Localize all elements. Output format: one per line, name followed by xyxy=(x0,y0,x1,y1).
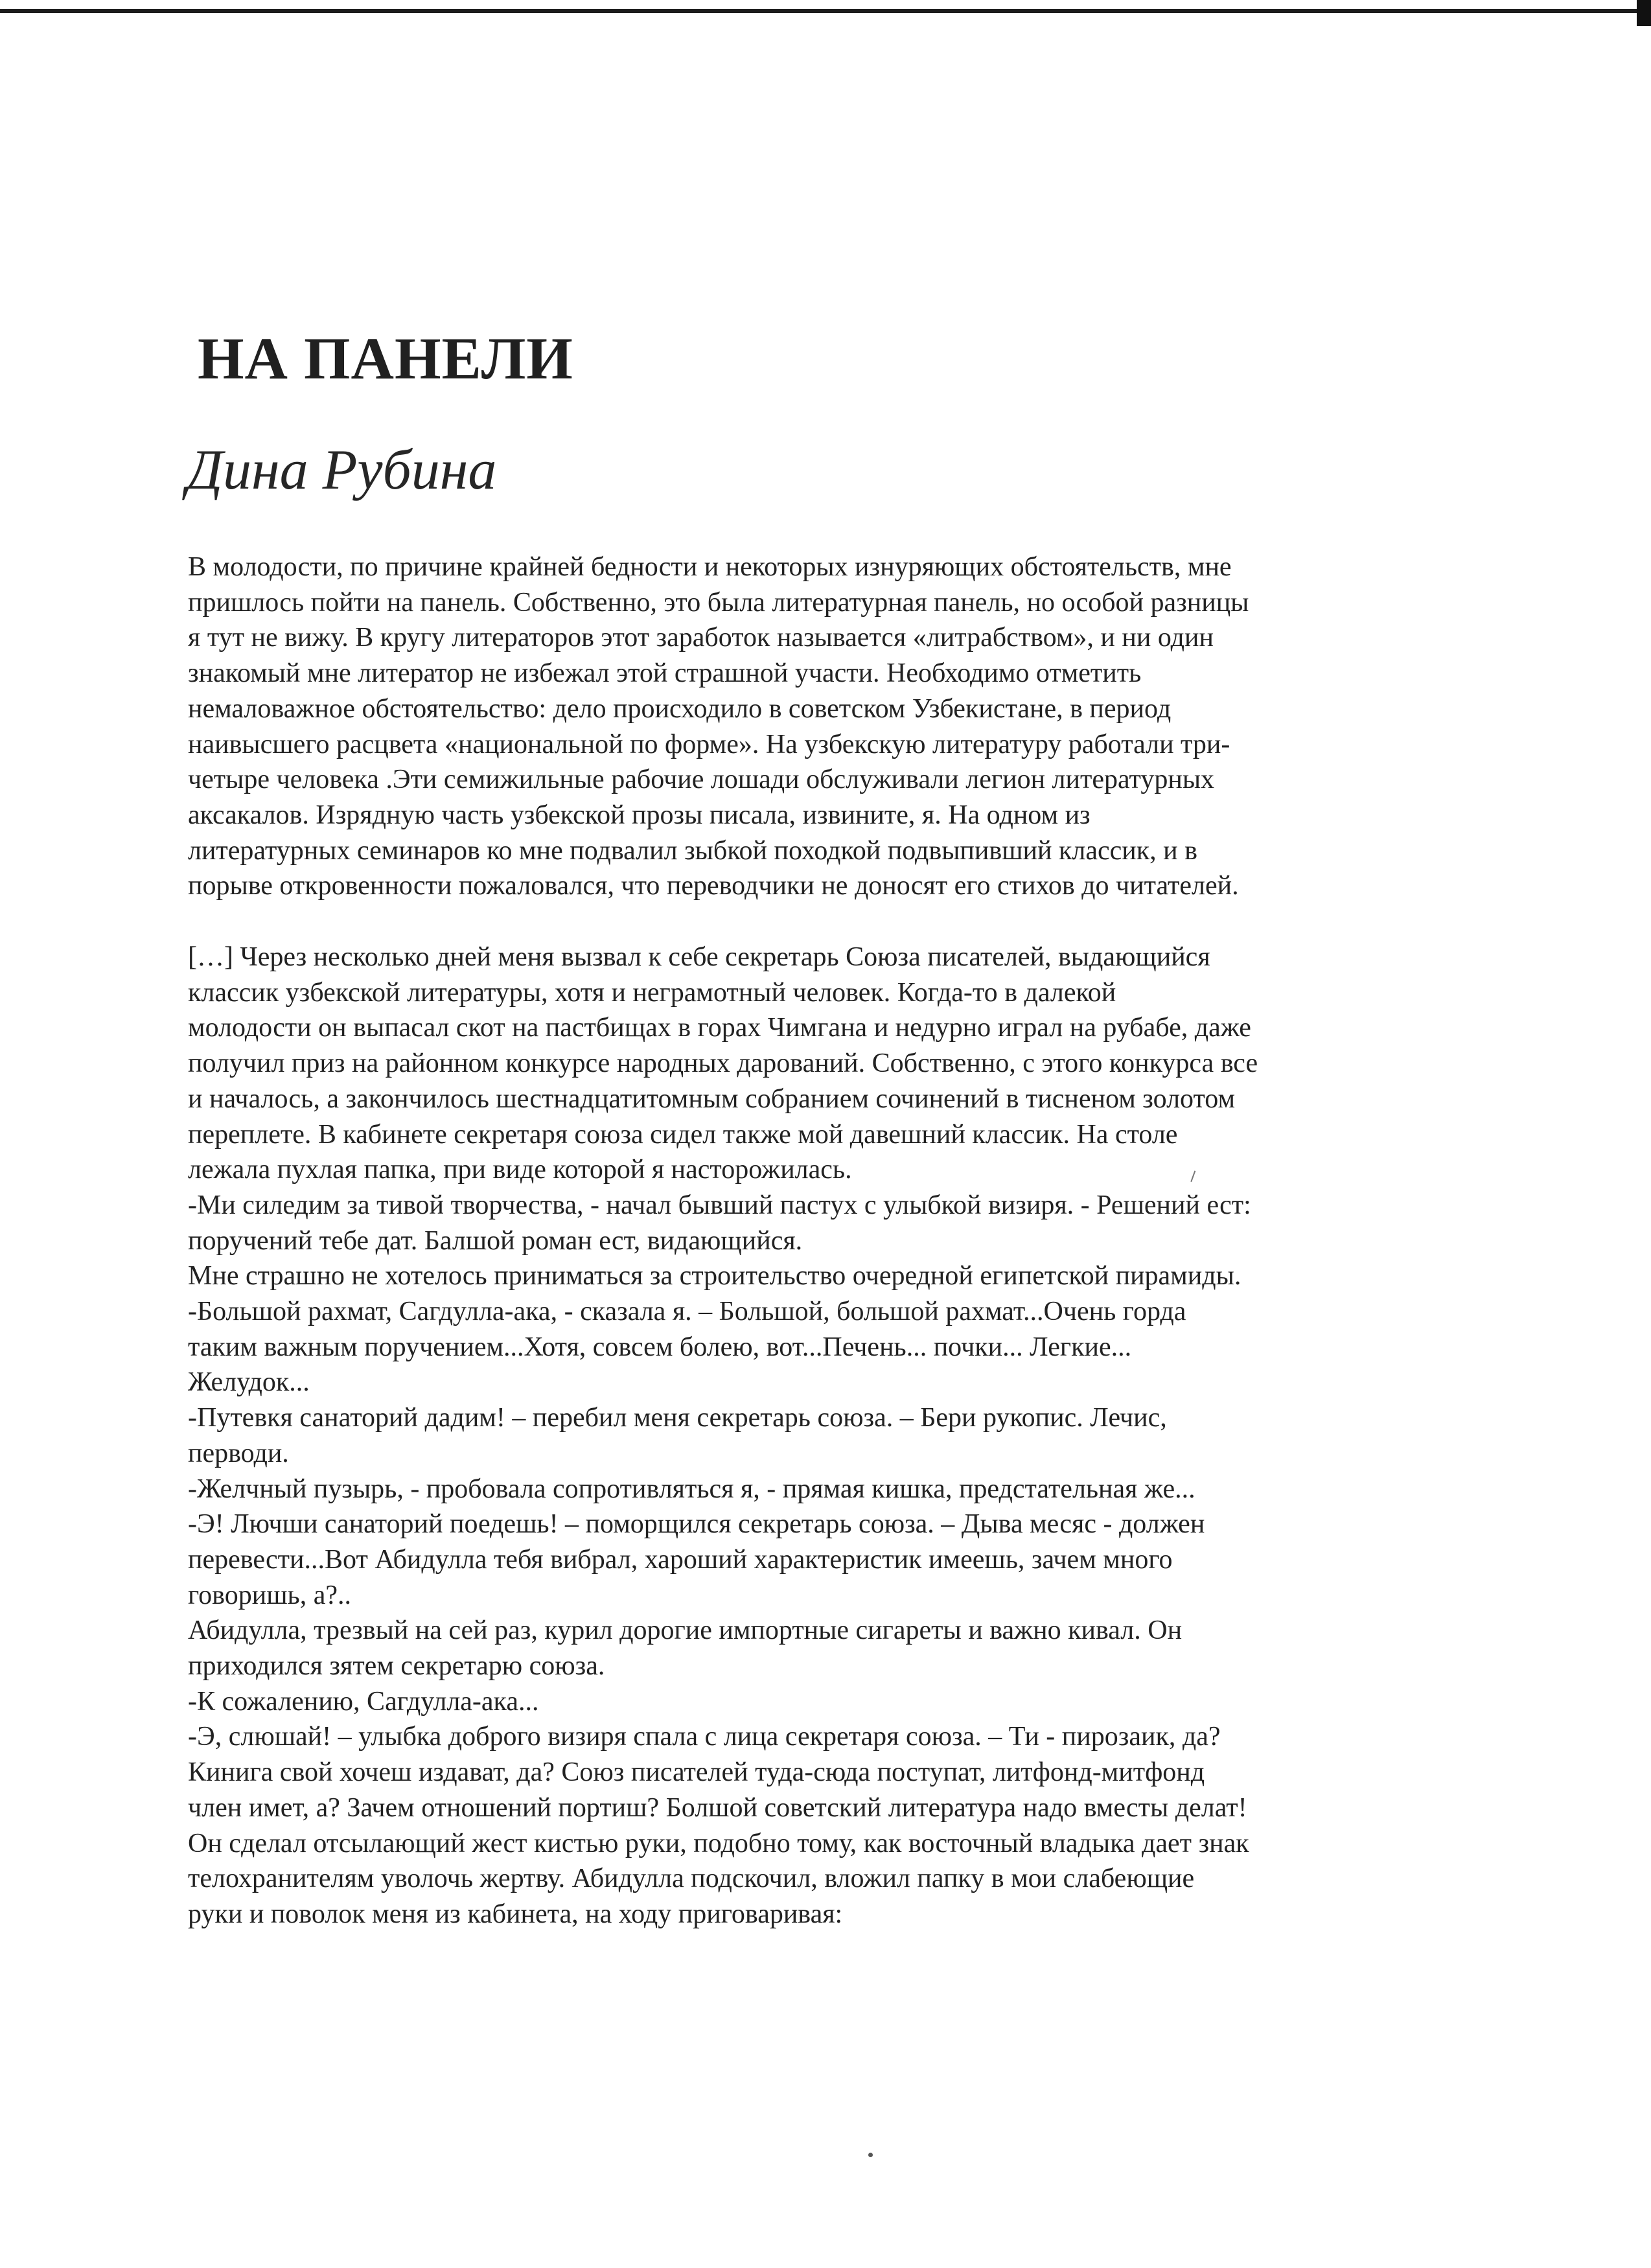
text-line: молодости он выпасал скот на пастбищах в горах Чимгана и недурно играл на рубабе, даже xyxy=(188,1013,1251,1043)
text-line: наивысшего расцвета «национальной по форме». На узбекскую литературу работали три- xyxy=(188,729,1230,759)
text-line: приходился зятем секретарю союза. xyxy=(188,1651,605,1682)
text-line: В молодости, по причине крайней бедности и некоторых изнуряющих обстоятельств, мне xyxy=(188,552,1232,582)
text-line: знакомый мне литератор не избежал этой страшной участи. Необходимо отметить xyxy=(188,658,1142,689)
text-line: Абидулла, трезвый на сей раз, курил дорогие импортные сигареты и важно кивал. Он xyxy=(188,1615,1183,1646)
text-line: […] Через несколько дней меня вызвал к себе секретарь Союза писателей, выдающийся xyxy=(188,942,1210,972)
dialogue-line: говоришь, а?.. xyxy=(188,1580,351,1610)
text-line: и началось, а закончилось шестнадцатитомным собранием сочинений в тисненом золотом xyxy=(188,1083,1236,1114)
scan-edge-top xyxy=(0,9,1651,13)
dialogue-line: -Желчный пузырь, - пробовала сопротивляться я, - прямая кишка, предстательная же... xyxy=(188,1474,1195,1504)
text-line: Он сделал отсылающий жест кистью руки, подобно тому, как восточный владыка дает знак xyxy=(188,1828,1249,1858)
dialogue-line: перводи. xyxy=(188,1438,289,1468)
dialogue-line: -Путевкя санаторий дадим! – перебил меня секретарь союза. – Бери рукопис. Лечис, xyxy=(188,1403,1167,1433)
text-line: лежала пухлая папка, при виде которой я насторожилась. xyxy=(188,1155,852,1185)
dialogue-line: -К сожалению, Сагдулла-ака... xyxy=(188,1686,539,1717)
scan-dot xyxy=(868,2153,873,2157)
scan-edge-corner xyxy=(1637,0,1651,26)
text-line: телохранителям уволочь жертву. Абидулла подскочил, вложил папку в мои слабеющие xyxy=(188,1864,1195,1894)
page-title: НА ПАНЕЛИ xyxy=(198,325,573,391)
dialogue-line: член имет, а? Зачем отношений портиш? Болшой советский литература надо вместы делат! xyxy=(188,1792,1247,1823)
text-line: немаловажное обстоятельство: дело происходило в советском Узбекистане, в период xyxy=(188,693,1172,724)
text-line: Мне страшно не хотелось приниматься за строительство очередной египетской пирамиды. xyxy=(188,1261,1241,1291)
text-line: аксакалов. Изрядную часть узбекской прозы писала, извините, я. На одном из xyxy=(188,800,1091,830)
text-line: я тут не вижу. В кругу литераторов этот заработок называется «литрабством», и ни один xyxy=(188,623,1214,653)
dialogue-line: -Ми силедим за тивой творчества, - начал бывший пастух с улыбкой визиря. - Решений ест: xyxy=(188,1190,1251,1220)
main-paragraph xyxy=(188,940,1367,1932)
text-line: получил приз на районном конкурсе народных дарований. Собственно, с этого конкурса все xyxy=(188,1048,1258,1079)
intro-paragraph xyxy=(188,550,1367,904)
text-line: руки и поволок меня из кабинета, на ходу приговаривая: xyxy=(188,1899,843,1929)
dialogue-line: таким важным поручением...Хотя, совсем болею, вот...Печень... почки... Легкие... xyxy=(188,1332,1132,1362)
text-line: переплете. В кабинете секретаря союза сидел также мой давешний классик. На столе xyxy=(188,1119,1178,1150)
text-line: литературных семинаров ко мне подвалил зыбкой походкой подвыпивший классик, и в xyxy=(188,835,1197,866)
dialogue-line: -Э, слюшай! – улыбка доброго визиря спала с лица секретаря союза. – Ти - пирозаик, да? xyxy=(188,1722,1221,1752)
text-line: классик узбекской литературы, хотя и неграмотный человек. Когда-то в далекой xyxy=(188,977,1116,1008)
dialogue-line: -Большой рахмат, Сагдулла-ака, - сказала я. – Большой, большой рахмат...Очень горда xyxy=(188,1297,1186,1327)
dialogue-line: Желудок... xyxy=(188,1367,310,1398)
dialogue-line: -Э! Лючши санаторий поедешь! – поморщился секретарь союза. – Дыва месяс - должен xyxy=(188,1509,1205,1540)
dialogue-line: перевести...Вот Абидулла тебя вибрал, хароший характеристик имеешь, зачем много xyxy=(188,1544,1173,1575)
dialogue-line: поручений тебе дат. Балшой роман ест, видающийся. xyxy=(188,1225,803,1256)
text-line: пришлось пойти на панель. Собственно, это была литературная панель, но особой разницы xyxy=(188,587,1249,618)
dialogue-line: Кинига свой хочеш издават, да? Союз писателей туда-сюда поступат, литфонд-митфонд xyxy=(188,1757,1205,1788)
text-line: порыве откровенности пожаловался, что переводчики не доносят его стихов до читателей. xyxy=(188,871,1239,901)
author-name: Дина Рубина xyxy=(187,439,497,502)
text-line: четыре человека .Эти семижильные рабочие лошади обслуживали легион литературных xyxy=(188,765,1215,795)
